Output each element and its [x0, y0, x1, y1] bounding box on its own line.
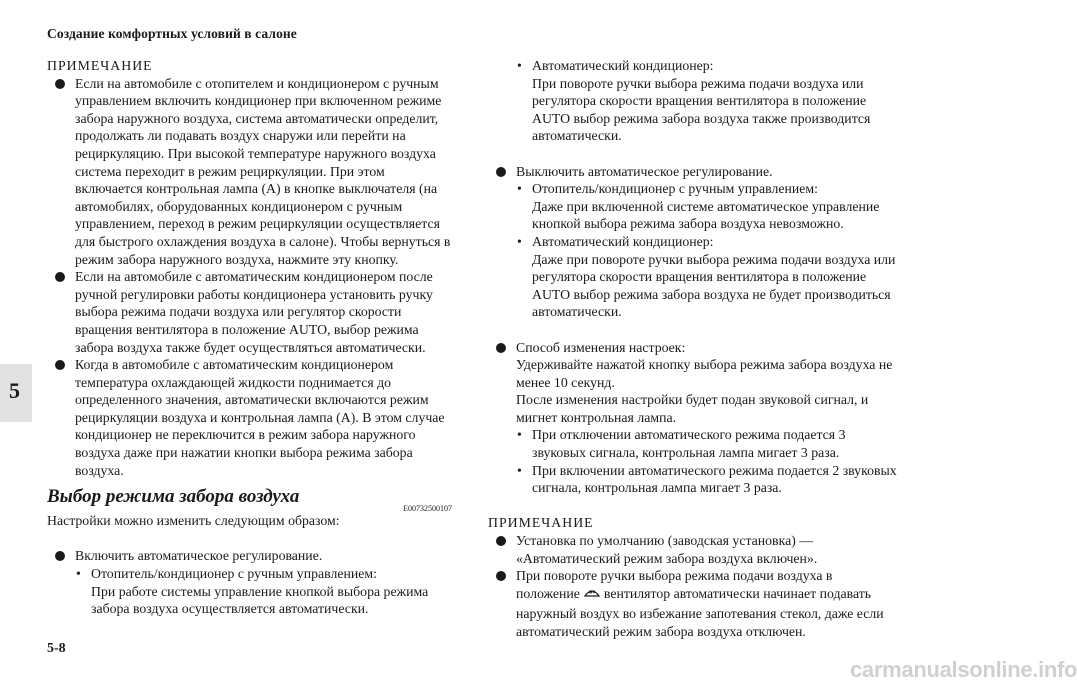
- auto-off-bullet: Выключить автоматическое регулирование.: [488, 163, 898, 181]
- note-bullet: Установка по умолчанию (заводская установка) — «Автоматический режим забора воздуха включен».: [488, 532, 898, 567]
- sub-item-label: • Отопитель/кондиционер с ручным управлением:: [47, 565, 452, 583]
- beep-off-item: • При отключении автоматического режима подается 3 звуковых сигнала, контрольная лампа мигает 3 раза.: [488, 426, 898, 461]
- note-bullet: [488, 567, 898, 640]
- sub-item-text: При работе системы управление кнопкой выбора режима забора воздуха осуществляется автоматически.: [91, 583, 429, 617]
- change-result: После изменения настройки будет подан звуковой сигнал, и мигнет контрольная лампа.: [516, 392, 869, 425]
- note-text: При повороте ручки выбора режима подачи воздуха в положение: [516, 568, 833, 601]
- page-number: 5-8: [47, 641, 66, 656]
- section-heading: [47, 488, 452, 512]
- windshield-defrost-icon: [583, 585, 601, 606]
- section-intro: Настройки можно изменить следующим образом:: [47, 513, 340, 529]
- chapter-number: 5: [9, 378, 20, 403]
- sub-item-text: Даже при включенной системе автоматическое управление кнопкой выбора режима забора воздуха невозможно.: [532, 198, 880, 232]
- note-title: ПРИМЕЧАНИЕ: [47, 58, 153, 73]
- section-title: Выбор режима забора воздуха: [47, 486, 300, 508]
- sub-item-text: При повороте ручки выбора режима подачи воздуха или регулятора скорости вращения вентилятора в положение AUTO выбор режима забора воздуха также производится автоматически.: [532, 75, 871, 144]
- note-bullet: Когда в автомобиле с автоматическим кондиционером температура охлаждающей жидкости поднимается до определенного значения, автоматически включаются режим рециркуляции воздуха и контрольная лампа (A). В этом случае кондиционер не переключится в режим забора наружного воздуха даже при нажатии кнопки выбора режима забора воздуха.: [47, 356, 452, 479]
- beep-on-item: • При включении автоматического режима подается 2 звуковых сигнала, контрольная лампа мигает 3 раза.: [488, 462, 898, 497]
- section-code: E00732500107: [403, 504, 452, 514]
- note-bullet: Если на автомобиле с автоматическим кондиционером после ручной регулировки работы кондиционера установить ручку выбора режима подачи воздуха или регулятор скорости вращения вентилятора в положение AUTO, выбор режима забора воздуха также будет осуществляться автоматически.: [47, 268, 452, 356]
- note-text: вентилятор автоматически начинает подавать наружный воздух во избежание запотевания стекол, даже если автоматический режим забора воздуха отключен.: [516, 585, 884, 639]
- sub-item-label: • Автоматический кондиционер:: [488, 57, 898, 75]
- watermark: carmanualsonline.info: [850, 657, 1077, 682]
- note-title: ПРИМЕЧАНИЕ: [488, 515, 594, 531]
- auto-on-bullet: Включить автоматическое регулирование.: [47, 547, 452, 565]
- right-column: [488, 57, 898, 641]
- sub-item-label: • Автоматический кондиционер:: [488, 233, 898, 251]
- change-instruction: Удерживайте нажатой кнопку выбора режима забора воздуха не менее 10 секунд.: [516, 357, 893, 390]
- sub-item-label: • Отопитель/кондиционер с ручным управлением:: [488, 180, 898, 198]
- sub-item-text: Даже при повороте ручки выбора режима подачи воздуха или регулятора скорости вращения вентилятора в положение AUTO выбор режима забора воздуха не будет производиться автоматически.: [532, 251, 896, 320]
- change-settings-bullet: Способ изменения настроек:: [488, 339, 898, 357]
- page-header: Создание комфортных условий в салоне: [47, 26, 297, 41]
- note-bullet: Если на автомобиле с отопителем и кондиционером с ручным управлением включить кондиционер при включенном режиме забора наружного воздуха, система автоматически определит, продолжать ли подавать воздух снаружи или перейти на рециркуляцию. При высокой температуре наружного воздуха система переходит в режим рециркуляции. При этом включается контрольная лампа (A) в кнопке выключателя (на автомобилях, оборудованных кондиционером с ручным управлением, переход в режим рециркуляции осуществляется для быстрого охлаждения воздуха в салоне). Чтобы вернуться в режим забора наружного воздуха, нажмите эту кнопку.: [47, 75, 452, 269]
- left-column: [47, 57, 452, 618]
